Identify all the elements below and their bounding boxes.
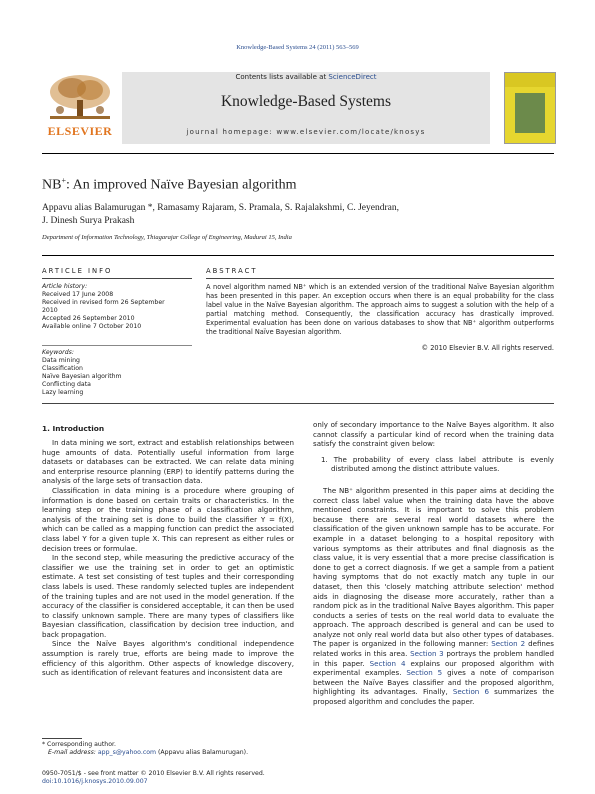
- paragraph: Classification in data mining is a procedure where grouping of information is done based on certain traits or characteristics. In the learning step or the training phase of a classification algorithm, analysis of the training set is done to build the classifier Y = f(X), which can be called as a mapping function can predict the associated class label Y for a given tuple X. This can represent as either rules or decision trees or formulae.: [42, 485, 294, 553]
- title-superscript: +: [61, 176, 66, 185]
- issn-line: 0950-7051/$ - see front matter © 2010 Elsevier B.V. All rights reserved.: [42, 770, 265, 777]
- title-part: NB: [42, 177, 62, 193]
- section-link[interactable]: Section 5: [406, 668, 443, 678]
- paragraph: only of secondary importance to the Naïve Bayes algorithm. It also cannot classify a particular kind of record when the training data satisfy the constraint given below:: [313, 420, 554, 449]
- history-item: Received 17 June 2008: [42, 290, 114, 298]
- paragraph: [313, 486, 554, 707]
- section-link[interactable]: Section 3: [410, 649, 444, 659]
- abstract-text: A novel algorithm named NB⁺ which is an extended version of the traditional Naïve Bayesian algorithm has been presented in this paper. An exception occurs when there is an equal probability for the class label value in the Naïve Bayesian algorithm. The approach aims to suggest a solution with the help of a partial matching method. Consequently, the classification accuracy has drastically improved. Experimental evaluation has been done on various databases to show that NB⁺ algorithm outperforms the traditional Naïve Bayesian algorithm.: [206, 283, 554, 336]
- email-label: E-mail address:: [48, 749, 98, 756]
- history-item: Received in revised form 26 September: [42, 298, 165, 306]
- keywords-label: Keywords:: [42, 349, 74, 356]
- email-link[interactable]: app_s@yahoo.com: [97, 749, 157, 756]
- section-heading: 1. Introduction: [42, 424, 105, 433]
- text-run: portrays the problem handled in this paper.: [313, 649, 554, 668]
- footnote: [42, 741, 294, 757]
- text-run: summarizes the proposed algorithm and concludes the paper.: [313, 687, 554, 707]
- divider: [42, 345, 192, 346]
- authors: [42, 202, 512, 228]
- keyword: Naïve Bayesian algorithm: [42, 372, 122, 380]
- journal-cover-image: [504, 72, 556, 144]
- history-item: Accepted 26 September 2010: [42, 314, 135, 322]
- keyword: Classification: [42, 364, 83, 372]
- sciencedirect-link[interactable]: ScienceDirect: [328, 73, 377, 81]
- text-run: gives a note of comparison between the Naïve Bayes classifier and the proposed algorithm, highlighting its advantages. Finally,: [313, 668, 555, 697]
- issn-doi: [42, 770, 342, 786]
- article-history: [42, 283, 192, 330]
- email-owner: (Appavu alias Balamurugan).: [156, 749, 249, 756]
- list-item: 1. The probability of every class label attribute is evenly distributed among the distinct attribute values.: [321, 454, 554, 474]
- text-run: The NB⁺ algorithm presented in this paper aims at deciding the correct class label value when the training data have the above mentioned constraints. It is important to solve this problem because there are several real world datasets where the classification of the given unknown sample has to be accurate. For example in a dataset belonging to a hospital repository with various symptoms as their attributes and final diagnosis as the class value, it is very essential that a more precise classification is done to get a correct diagnosis. If we get a sample from a patient having symptoms that do not exactly match any tuple in our dataset, then this 'closely matching attribute selection' method aids in diagnosing the disease more accurately, rather than a random pick as in the traditional Naïve Bayes algorithm. This paper conducts a series of tests on the real world data to evaluate the approach. The approach described is general and can be used to analyze not only real world data but also other types of databases. The paper is organized in the following manner:: [313, 485, 554, 649]
- text-run: explains our proposed algorithm with experimental examples.: [313, 658, 554, 678]
- history-item: 2010: [42, 306, 58, 314]
- title-part: : An improved Naïve Bayesian algorithm: [65, 177, 297, 193]
- journal-name: Knowledge-Based Systems: [220, 93, 392, 110]
- right-column: [313, 420, 554, 707]
- paragraph: In data mining we sort, extract and establish relationships between huge amounts of data. Potentially useful information from large datasets or databases can be extracted. We can relate data mining and enterprise resource planning (ERP) to identify patterns during the analysis of the large sets of transaction data.: [42, 438, 294, 486]
- keyword: Data mining: [42, 356, 80, 364]
- footnote-rule: [42, 738, 82, 739]
- article-info-heading: ARTICLE INFO: [42, 267, 113, 275]
- article-title: [42, 176, 297, 194]
- keywords: [42, 349, 192, 396]
- copyright: © 2010 Elsevier B.V. All rights reserved.: [421, 344, 554, 352]
- doi-link[interactable]: doi:10.1016/j.knosys.2010.09.007: [42, 778, 148, 785]
- elsevier-tree-icon: [42, 72, 118, 122]
- header-rule: [42, 153, 554, 154]
- divider: [206, 278, 554, 279]
- contents-line: [122, 73, 490, 81]
- text-run: defines related works in this area.: [313, 639, 554, 659]
- history-item: Available online 7 October 2010: [42, 322, 142, 330]
- corresponding-author-note: * Corresponding author.: [42, 741, 116, 748]
- journal-homepage[interactable]: journal homepage: www.elsevier.com/locate/knosys: [186, 128, 426, 136]
- divider: [42, 403, 554, 404]
- title-rule: [42, 255, 554, 256]
- authors-line: J. Dinesh Surya Prakash: [42, 216, 135, 226]
- affiliation: Department of Information Technology, Thiagarajar College of Engineering, Madurai 15, India: [42, 234, 292, 241]
- section-link[interactable]: Section 2: [491, 639, 526, 649]
- authors-line: Appavu alias Balamurugan *, Ramasamy Rajaram, S. Pramala, S. Rajalakshmi, C. Jeyendran,: [42, 203, 399, 213]
- history-label: Article history:: [42, 283, 88, 290]
- paragraph: In the second step, while measuring the predictive accuracy of the classifier we use the training set in order to get an optimistic estimate. A test set consisting of test tuples and their corresponding class labels is used. These randomly selected tuples are independent of the training tuples and are not used in the model generation. If the accuracy of the classifier is considered acceptable, it can then be used to classify unknown sample. There are many types of classifiers like Bayesian classification, classification by decision tree induction, and back propagation.: [42, 553, 294, 639]
- section-link[interactable]: Section 4: [369, 658, 406, 668]
- keyword: Conflicting data: [42, 380, 91, 388]
- keyword: Lazy learning: [42, 388, 84, 396]
- abstract-heading: ABSTRACT: [206, 267, 258, 275]
- divider: [42, 278, 192, 279]
- paragraph: Since the Naïve Bayes algorithm's conditional independence assumption is rarely true, efforts are being made to improve the efficiency of this algorithm. Other aspects of knowledge discovery, such as identification of relevant features and inconsistent data are: [42, 639, 294, 678]
- elsevier-logo: ELSEVIER: [47, 124, 113, 138]
- section-link[interactable]: Section 6: [452, 687, 489, 697]
- left-column: [42, 438, 294, 678]
- journal-reference[interactable]: Knowledge-Based Systems 24 (2011) 563–569: [236, 44, 359, 51]
- contents-prefix: Contents lists available at: [235, 73, 329, 81]
